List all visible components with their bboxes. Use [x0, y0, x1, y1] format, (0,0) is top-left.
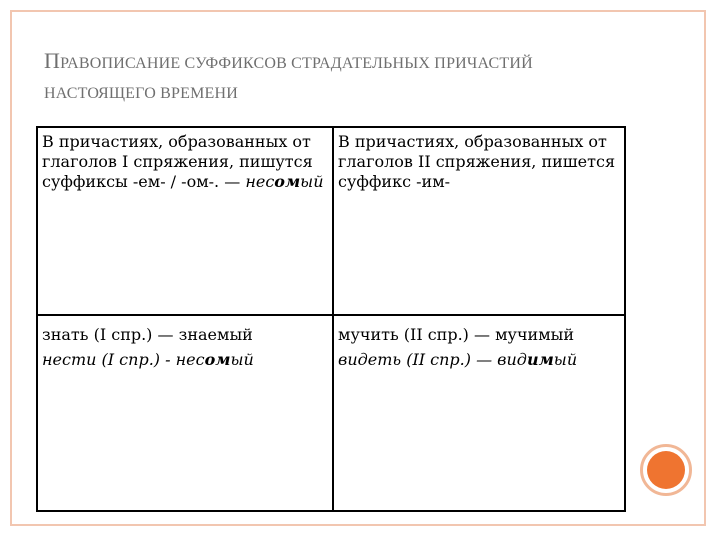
example-line-2-suffix: им — [526, 350, 554, 369]
slide-title — [44, 46, 604, 109]
example-line-1: мучить (II спр.) — мучимый — [338, 325, 575, 344]
rule-dash: — — [219, 172, 246, 191]
example-line-1: знать (I спр.) — знаемый — [42, 325, 253, 344]
example-line-2-suffix: ом — [204, 350, 231, 369]
example-line-2-pre: видеть (II спр.) — вид — [338, 350, 527, 369]
example-line-2-post: ый — [553, 350, 578, 369]
table-cell-examples-first-conjugation — [38, 316, 334, 510]
example-line-2-post: ый — [230, 350, 254, 369]
example-pre: нес — [245, 172, 275, 191]
rule-text-second-conjugation: В причастиях, образованных от глаголов II спряжения, пишется суффикс -им- — [338, 132, 616, 191]
title-rest: РАВОПИСАНИЕ СУФФИКСОВ СТРАДАТЕЛЬНЫХ ПРИЧАСТИЙ НАСТОЯЩЕГО ВРЕМЕНИ — [44, 55, 533, 102]
table-cell-examples-second-conjugation — [334, 316, 624, 510]
decorative-circle-dot — [647, 451, 685, 489]
example-post: ый — [300, 172, 324, 191]
title-first-letter: П — [44, 48, 61, 73]
rules-table — [36, 126, 626, 512]
example-line-2 — [338, 347, 620, 372]
table-cell-rule-first-conjugation — [38, 128, 334, 316]
example-line-2-pre: нести (I спр.) - нес — [42, 350, 205, 369]
example-suffix: ом — [274, 172, 301, 191]
example-word-first-conjugation — [245, 172, 323, 191]
rule-text-first-conjugation: В причастиях, образованных от глаголов I спряжения, пишутся суффиксы -ем- / -ом-. — [42, 132, 313, 191]
example-line-2 — [42, 347, 328, 372]
table-cell-rule-second-conjugation — [334, 128, 624, 316]
